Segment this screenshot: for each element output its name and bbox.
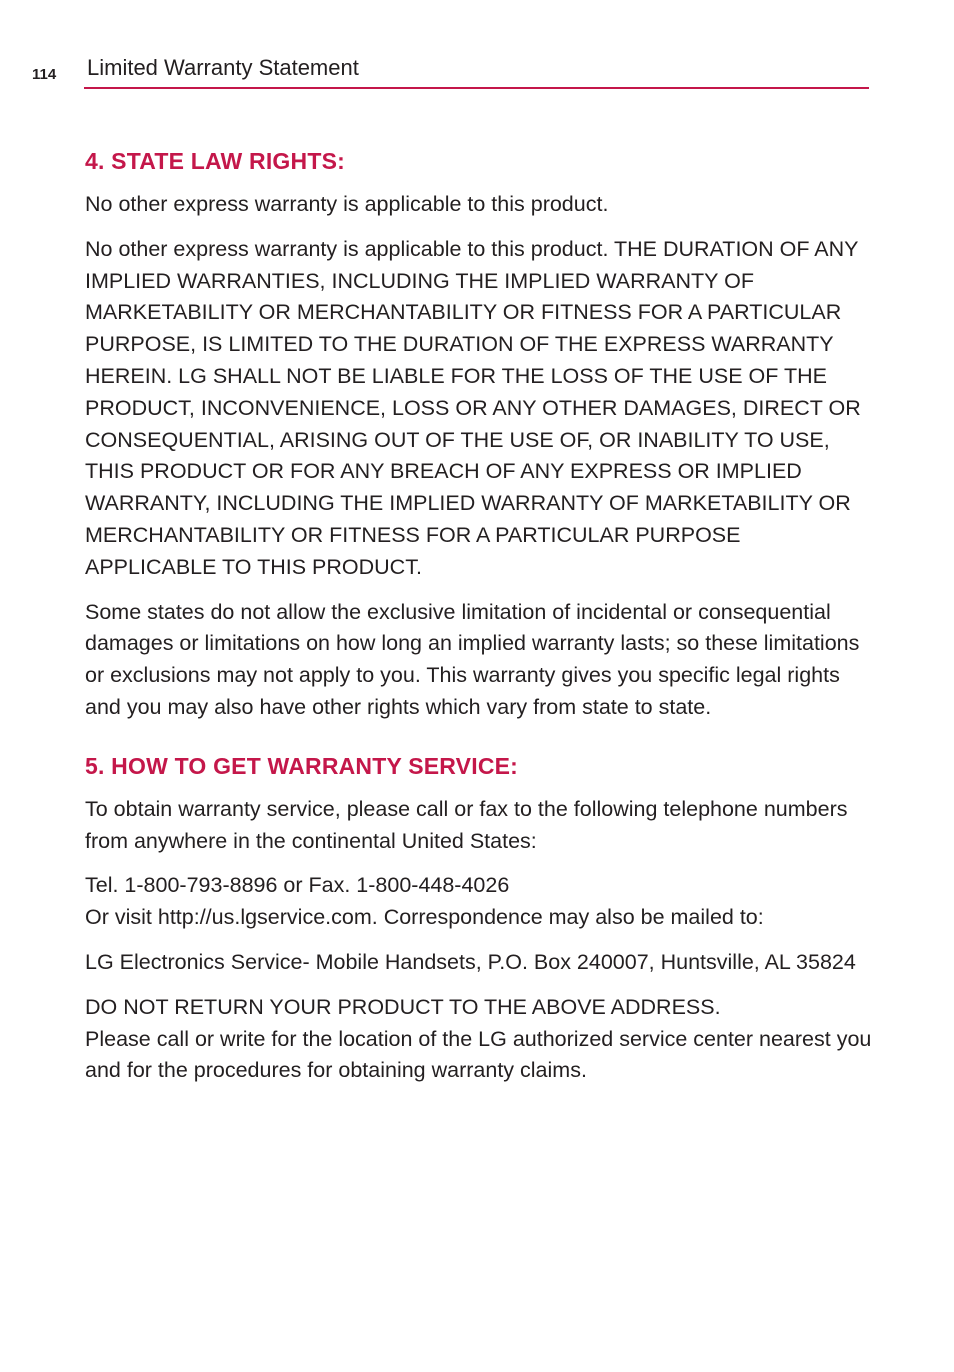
warning-period: . [714, 994, 721, 1019]
paragraph-return-warning [85, 992, 875, 1087]
document-body [85, 145, 875, 1100]
section-heading-warranty-service: 5. HOW TO GET WARRANTY SERVICE: [85, 752, 519, 779]
paragraph-state-variations: Some states do not allow the exclusive limitation of incidental or consequential damages or limitations on how long an implied warranty lasts; so these limitations or exclusions may not apply to you. This warranty gives you specific legal rights and you may also have other rights which vary from state to state. [85, 599, 860, 719]
paragraph-obtain-service: To obtain warranty service, please call or fax to the following telephone numbers from anywhere in the continental United States: [85, 796, 848, 853]
telephone-fax-line: Tel. 1-800-793-8896 or Fax. 1-800-448-4026 [85, 873, 510, 898]
paragraph-mailing-address: LG Electronics Service- Mobile Handsets, P.O. Box 240007, Huntsville, AL 35824 [85, 949, 856, 974]
section-heading-state-law-rights: 4. STATE LAW RIGHTS: [85, 148, 345, 174]
paragraph-contact [85, 870, 875, 934]
visit-website-line: Or visit http://us.lgservice.com. Correspondence may also be mailed to: [85, 905, 764, 930]
paragraph-no-other-warranty: No other express warranty is applicable to this product. [85, 192, 609, 216]
header-divider [84, 87, 869, 89]
paragraph-implied-warranties: No other express warranty is applicable to this product. THE DURATION OF ANY IMPLIED WARRANTIES, INCLUDING THE IMPLIED WARRANTY OF MARKETABILITY OR MERCHANTABILITY OR FITNESS FOR A PARTICULAR PURPOSE, IS LIMITED TO THE DURATION OF THE EXPRESS WARRANTY HEREIN. LG SHALL NOT BE LIABLE FOR THE LOSS OF THE USE OF THE PRODUCT, INCONVENIENCE, LOSS OR ANY OTHER DAMAGES, DIRECT OR CONSEQUENTIAL, ARISING OUT OF THE USE OF, OR INABILITY TO USE, THIS PRODUCT OR FOR ANY BREACH OF ANY EXPRESS OR IMPLIED WARRANTY, INCLUDING THE IMPLIED WARRANTY OF MARKETABILITY OR MERCHANTABILITY OR FITNESS FOR A PARTICULAR PURPOSE APPLICABLE TO THIS PRODUCT. [85, 236, 861, 579]
service-center-instructions: Please call or write for the location of the LG authorized service center nearest you and for the procedures for obtaining warranty claims. [85, 1026, 872, 1083]
running-header-title: Limited Warranty Statement [87, 55, 359, 80]
page-number: 114 [32, 66, 57, 83]
do-not-return-warning: DO NOT RETURN YOUR PRODUCT TO THE ABOVE ADDRESS [85, 994, 715, 1019]
